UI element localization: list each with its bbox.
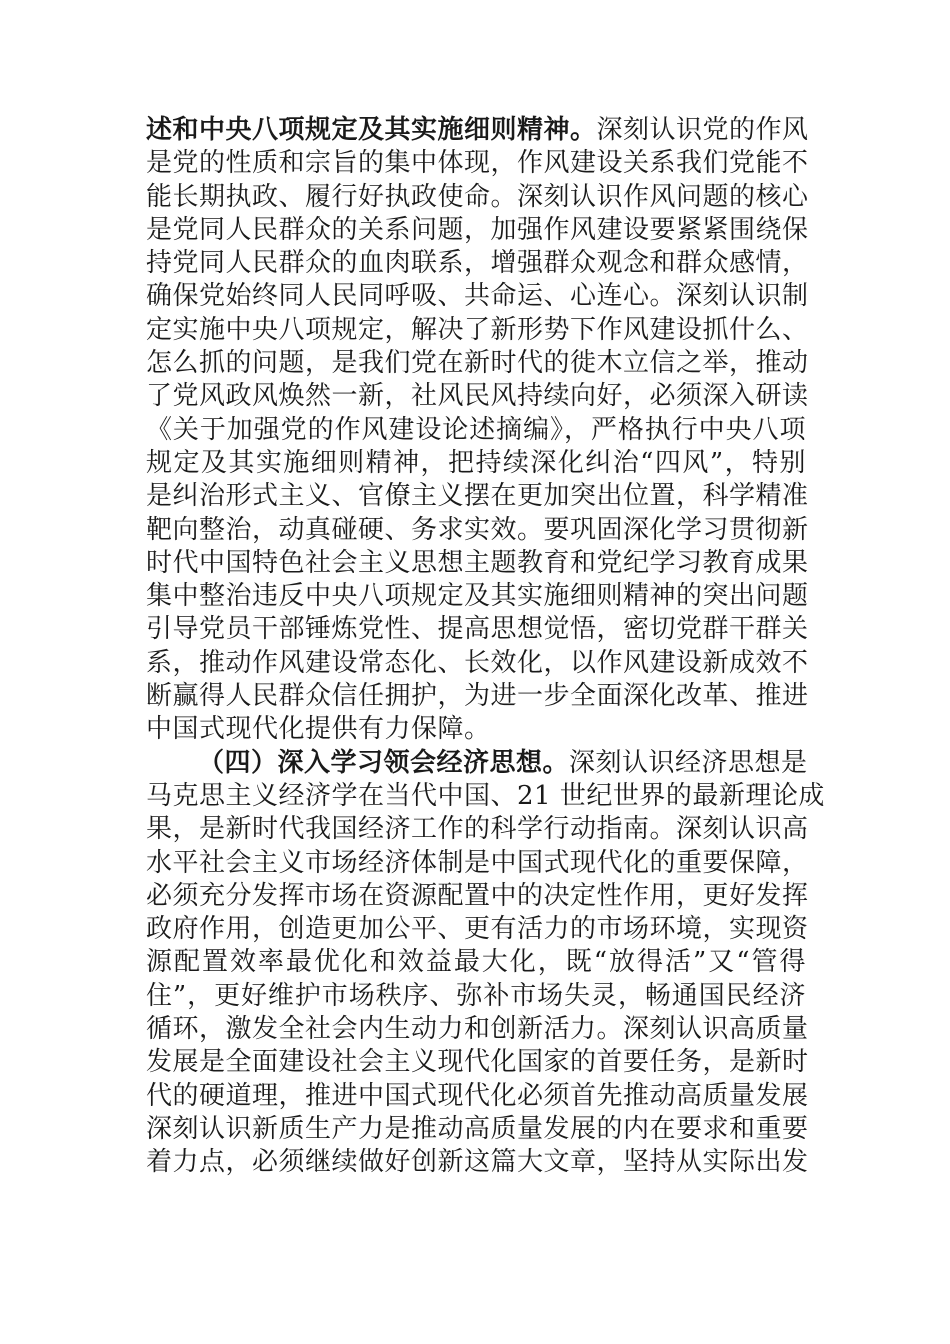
text-line bbox=[146, 580, 809, 613]
text-line bbox=[146, 713, 806, 746]
text-segment: 规定及其实施细则精神，把持续深化纠治“四风”，特别 bbox=[146, 447, 806, 478]
text-segment: 引导党员干部锤炼党性、提高思想觉悟，密切党群干群关 bbox=[146, 614, 809, 645]
bold-text-segment: 述和中央八项规定及其实施细则精神。 bbox=[146, 115, 597, 145]
text-line bbox=[146, 214, 809, 247]
text-segment: 断赢得人民群众信任拥护，为进一步全面深化改革、推进 bbox=[146, 681, 809, 712]
text-line bbox=[146, 380, 809, 413]
paragraph bbox=[146, 747, 825, 1180]
text-line bbox=[146, 280, 809, 313]
text-segment: 深刻认识党的作风 bbox=[596, 115, 809, 145]
text-line bbox=[146, 913, 809, 946]
text-segment: 时代中国特色社会主义思想主题教育和党纪学习教育成果 bbox=[146, 547, 809, 578]
text-segment: 代的硬道理，推进中国式现代化必须首先推动高质量发展 bbox=[146, 1080, 809, 1111]
text-segment: 集中整治违反中央八项规定及其实施细则精神的突出问题 bbox=[146, 581, 809, 612]
text-segment: 发展是全面建设社会主义现代化国家的首要任务，是新时 bbox=[146, 1047, 809, 1078]
text-segment: 靶向整治，动真碰硬、务求实效。要巩固深化学习贯彻新 bbox=[146, 514, 809, 545]
text-line bbox=[146, 547, 809, 580]
text-line bbox=[146, 647, 809, 680]
text-segment: 中国式现代化提供有力保障。 bbox=[146, 714, 491, 745]
text-segment: 确保党始终同人民同呼吸、共命运、心连心。深刻认识制 bbox=[146, 281, 809, 312]
text-segment: 了党风政风焕然一新，社风民风持续向好，必须深入研读 bbox=[146, 381, 809, 412]
text-line bbox=[146, 447, 806, 480]
text-line bbox=[146, 1046, 809, 1079]
text-line bbox=[146, 1146, 809, 1179]
bold-text-segment: （四）深入学习领会经济思想。 bbox=[198, 747, 570, 778]
text-segment: 果，是新时代我国经济工作的科学行动指南。深刻认识高 bbox=[146, 814, 809, 845]
text-segment: 定实施中央八项规定，解决了新形势下作风建设抓什么、 bbox=[146, 314, 809, 345]
text-segment: 着力点，必须继续做好创新这篇大文章，坚持从实际出发 bbox=[146, 1147, 809, 1178]
text-segment: 持党同人民群众的血肉联系，增强群众观念和群众感情， bbox=[146, 248, 809, 279]
text-line bbox=[146, 680, 809, 713]
text-segment: 是党同人民群众的关系问题，加强作风建设要紧紧围绕保 bbox=[146, 214, 809, 245]
text-line bbox=[146, 1013, 809, 1046]
text-segment: 深刻认识经济思想是 bbox=[569, 747, 808, 778]
text-segment: 《关于加强党的作风建设论述摘编》，严格执行中央八项 bbox=[146, 414, 806, 445]
text-line bbox=[146, 1113, 809, 1146]
text-segment: 深刻认识新质生产力是推动高质量发展的内在要求和重要 bbox=[146, 1113, 809, 1144]
text-segment: 是党的性质和宗旨的集中体现，作风建设关系我们党能不 bbox=[146, 148, 809, 179]
text-segment: 水平社会主义市场经济体制是中国式现代化的重要保障， bbox=[146, 847, 809, 878]
paragraph bbox=[146, 114, 809, 747]
text-segment: 政府作用，创造更加公平、更有活力的市场环境，实现资 bbox=[146, 914, 809, 945]
text-line bbox=[146, 613, 809, 646]
text-line bbox=[146, 847, 809, 880]
text-line bbox=[146, 747, 806, 780]
text-line bbox=[146, 514, 809, 547]
text-line bbox=[146, 780, 825, 813]
text-line bbox=[146, 147, 809, 180]
text-segment: 必须充分发挥市场在资源配置中的决定性作用，更好发挥 bbox=[146, 880, 809, 911]
text-line bbox=[146, 314, 809, 347]
text-line bbox=[146, 114, 809, 147]
text-segment: 循环，激发全社会内生动力和创新活力。深刻认识高质量 bbox=[146, 1014, 809, 1045]
text-line bbox=[146, 480, 809, 513]
text-segment: 是纠治形式主义、官僚主义摆在更加突出位置，科学精准 bbox=[146, 481, 809, 512]
text-line bbox=[146, 946, 806, 979]
text-line bbox=[146, 1080, 809, 1113]
text-segment: 马克思主义经济学在当代中国、21 世纪世界的最新理论成 bbox=[146, 780, 825, 811]
text-line bbox=[146, 414, 806, 447]
text-segment: 怎么抓的问题，是我们党在新时代的徙木立信之举，推动 bbox=[146, 348, 809, 379]
text-segment: 系，推动作风建设常态化、长效化，以作风建设新成效不 bbox=[146, 647, 809, 678]
text-line bbox=[146, 181, 809, 214]
text-line bbox=[146, 347, 809, 380]
text-line bbox=[146, 813, 809, 846]
text-segment: 住”，更好维护市场秩序、弥补市场失灵，畅通国民经济 bbox=[146, 980, 806, 1011]
body-text bbox=[146, 114, 825, 1180]
text-segment: 源配置效率最优化和效益最大化，既“放得活”又“管得 bbox=[146, 947, 806, 978]
text-line bbox=[146, 880, 809, 913]
text-segment: 能长期执政、履行好执政使命。深刻认识作风问题的核心 bbox=[146, 181, 809, 212]
text-line bbox=[146, 247, 809, 280]
text-line bbox=[146, 980, 806, 1013]
